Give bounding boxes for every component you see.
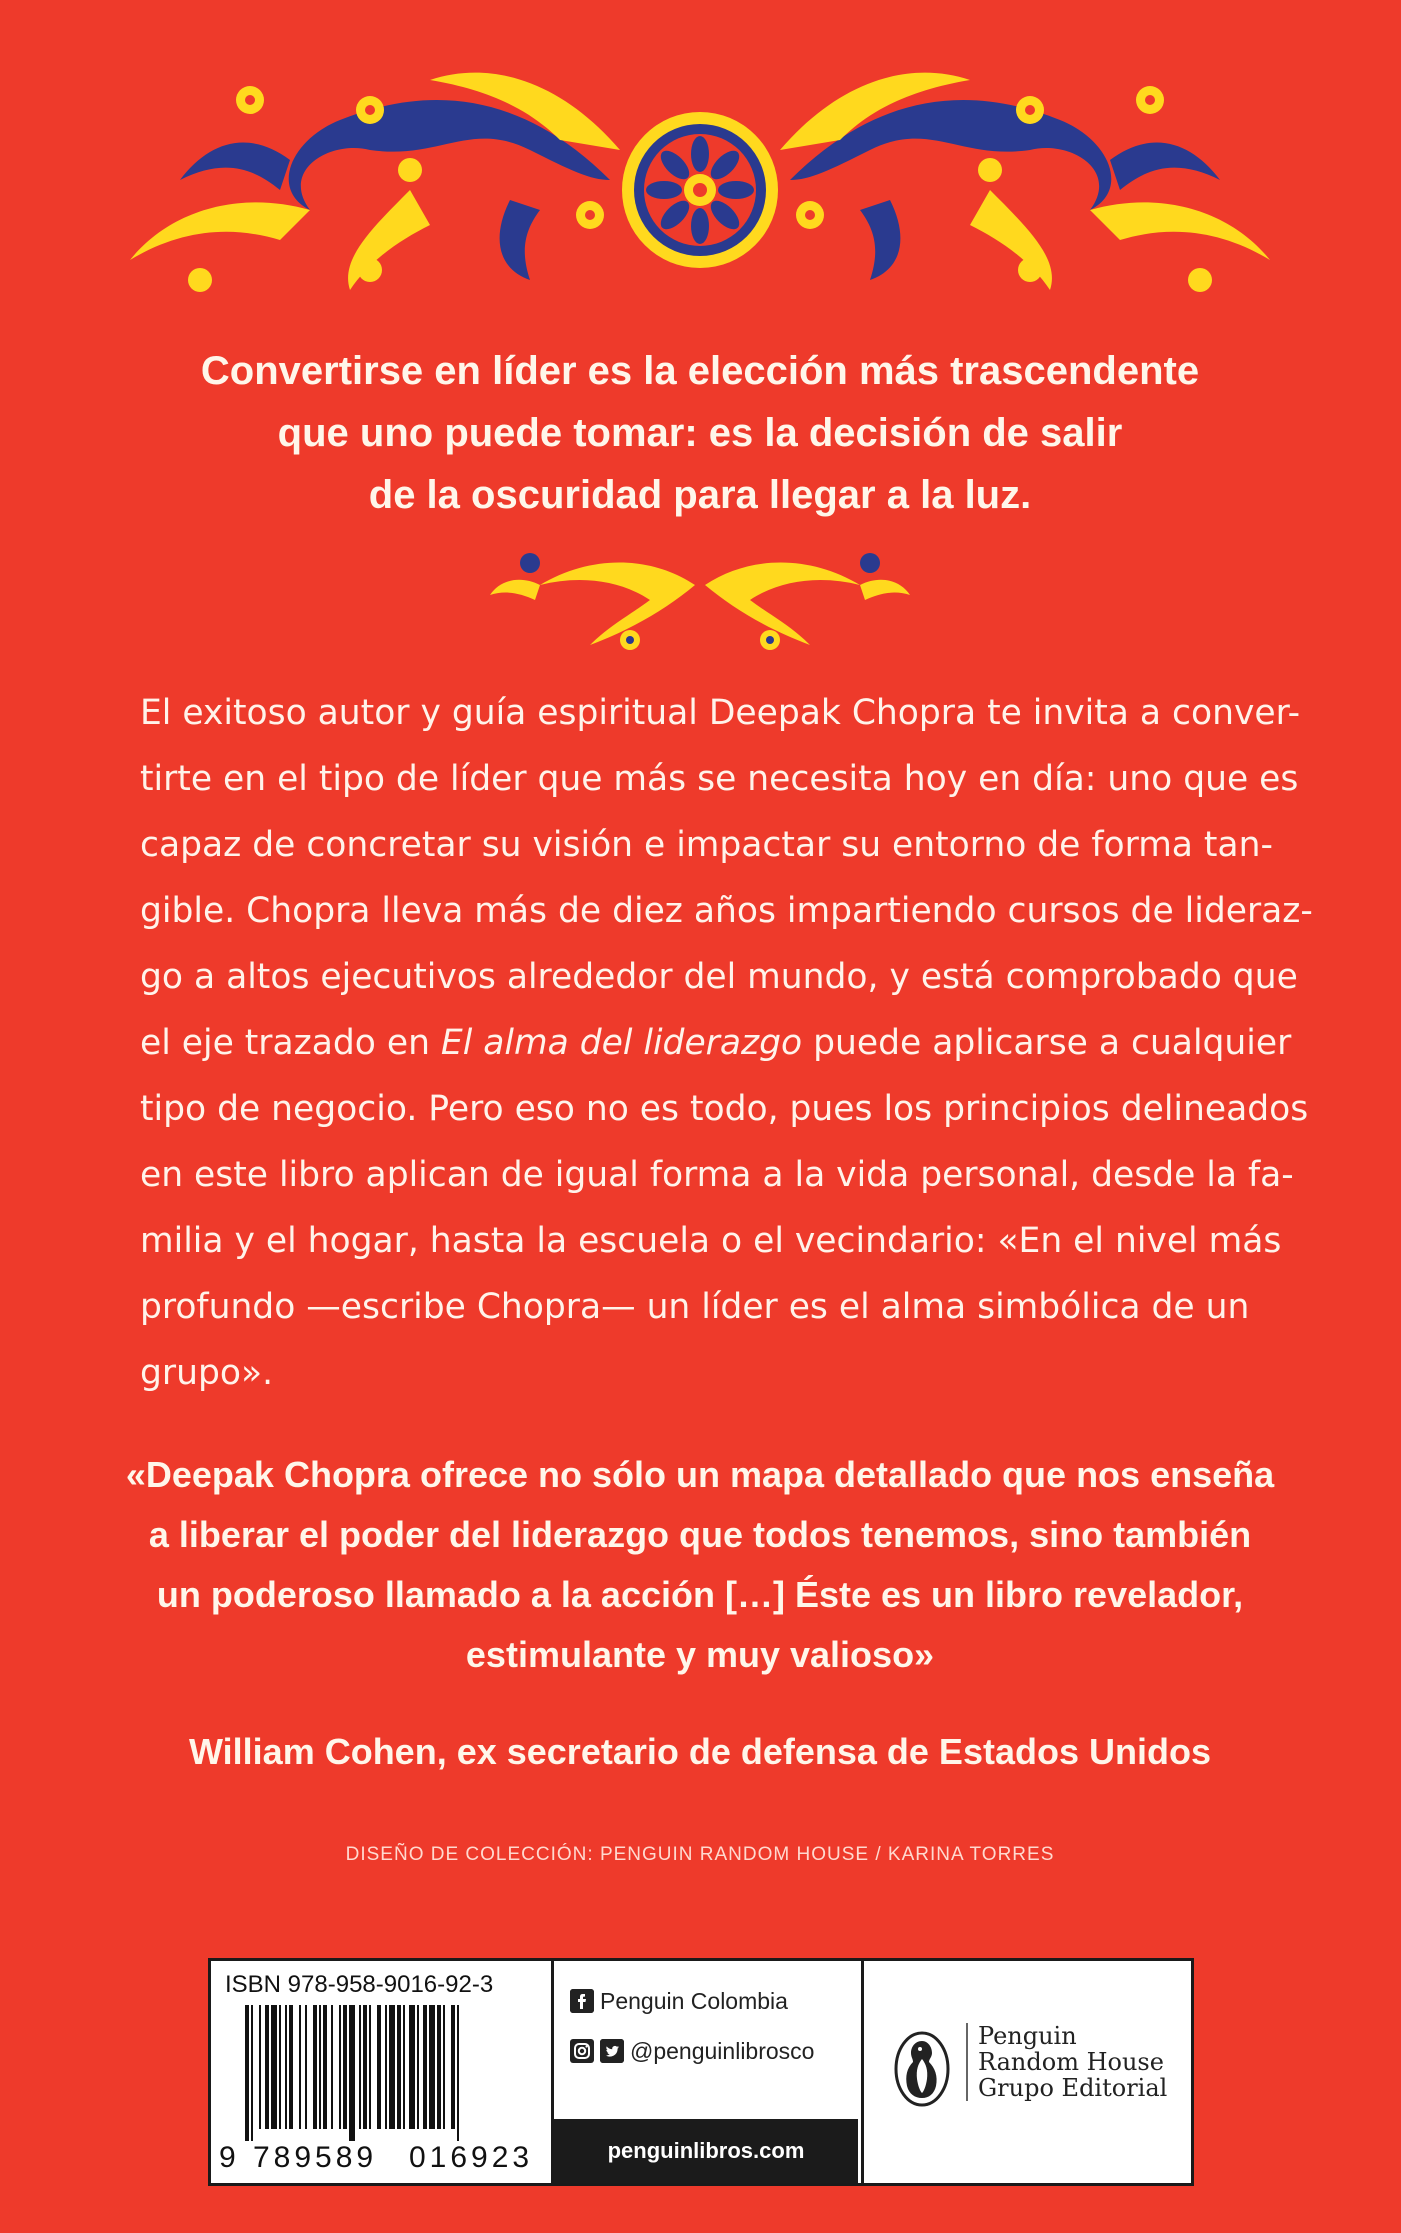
description-line: [140, 944, 1298, 1010]
description-line: [140, 1076, 1309, 1142]
barcode-bar: [343, 2005, 347, 2129]
description-text: grupo».: [140, 1353, 274, 1393]
description-text: tipo de negocio. Pero eso no es todo, pues los principios delineados: [140, 1089, 1309, 1129]
tagline: [150, 340, 1250, 526]
barcode-panel: [208, 1958, 1194, 2186]
twitter-icon: [600, 2039, 624, 2063]
barcode-bar: [437, 2005, 441, 2129]
barcode-bar: [423, 2005, 427, 2129]
barcode-digit-group: 016923: [409, 2141, 534, 2174]
publisher-line: Grupo Editorial: [978, 2074, 1168, 2102]
facebook-icon: [570, 1989, 594, 2013]
isbn-label: ISBN 978-958-9016-92-3: [225, 1971, 494, 1998]
barcode-bar: [331, 2005, 333, 2129]
barcode-bar: [305, 2005, 307, 2129]
description-text: profundo —escribe Chopra— un líder es el alma simbólica de un: [140, 1287, 1250, 1327]
barcode-bar: [265, 2005, 269, 2129]
endorsement-quote: [120, 1445, 1280, 1685]
barcode-bar: [251, 2005, 253, 2141]
floral-ornament-middle: [480, 545, 920, 665]
barcode-bar: [397, 2005, 401, 2129]
book-description: [140, 680, 1313, 1406]
description-text: gible. Chopra lleva más de diez años impartiendo cursos de lideraz-: [140, 891, 1313, 931]
facebook-row[interactable]: [570, 1983, 788, 2019]
barcode-bar: [389, 2005, 395, 2129]
description-line: [140, 1274, 1260, 1340]
description-line: [140, 680, 1301, 746]
tagline-line: Convertirse en líder es la elección más trascendente: [200, 349, 1200, 393]
barcode-bar: [313, 2005, 317, 2129]
description-text: tirte en el tipo de líder que más se necesita hoy en día: uno que es: [140, 759, 1299, 799]
barcode-bar: [271, 2005, 277, 2129]
social-media-block: [551, 1961, 861, 2183]
description-text: El exitoso autor y guía espiritual Deepak Chopra te invita a conver-: [140, 693, 1301, 733]
design-credit: DISEÑO DE COLECCIÓN: PENGUIN RANDOM HOUSE / KARINA TORRES: [345, 1844, 1055, 1865]
floral-ornament-top: [110, 40, 1290, 300]
barcode-bar: [403, 2005, 405, 2129]
publisher-name: [966, 2023, 1167, 2101]
barcode-bar: [323, 2005, 327, 2129]
website-link[interactable]: penguinlibros.com: [554, 2119, 858, 2183]
quote-line: estimulante y muy valioso»: [465, 1634, 935, 1675]
description-line: [140, 812, 1273, 878]
barcode-bar: [385, 2005, 387, 2129]
barcode-bar: [359, 2005, 361, 2129]
barcode-bar: [289, 2005, 293, 2129]
barcode-bar: [285, 2005, 287, 2129]
tagline-line: de la oscuridad para llegar a la luz.: [368, 473, 1032, 517]
description-line: [140, 746, 1299, 812]
barcode-digit-group: 789589: [253, 2141, 378, 2174]
quote-line: «Deepak Chopra ofrece no sólo un mapa detallado que nos enseña: [125, 1454, 1275, 1495]
barcode-bar: [259, 2005, 261, 2129]
quote-attribution: William Cohen, ex secretario de defensa de Estados Unidos: [189, 1731, 1211, 1772]
description-text: el eje trazado en: [140, 1023, 430, 1063]
description-text: capaz de concretar su visión e impactar su entorno de forma tan-: [140, 825, 1273, 865]
barcode-bar: [377, 2005, 381, 2129]
barcode-bar: [451, 2005, 455, 2129]
barcode-bar: [245, 2005, 249, 2141]
description-text: go a altos ejecutivos alrededor del mundo, y está comprobado que: [140, 957, 1298, 997]
description-text: milia y el hogar, hasta la escuela o el vecindario: «En el nivel más: [140, 1221, 1282, 1261]
facebook-handle: Penguin Colombia: [600, 1987, 788, 2014]
barcode-digit-first: 9: [219, 2141, 236, 2174]
barcode-bar: [363, 2005, 367, 2129]
barcode-image: [223, 2005, 541, 2141]
barcode-bar: [279, 2005, 281, 2129]
barcode-bar: [443, 2005, 445, 2129]
description-line: [140, 1142, 1294, 1208]
barcode-bar: [429, 2005, 435, 2129]
description-line: [140, 1340, 1260, 1406]
barcode-bar: [299, 2005, 301, 2129]
tagline-line: que uno puede tomar: es la decisión de salir: [277, 411, 1123, 455]
barcode-bar: [457, 2005, 459, 2141]
publisher-line: Random House: [978, 2048, 1164, 2076]
quote-line: a liberar el poder del liderazgo que todos tenemos, sino también: [148, 1514, 1252, 1555]
barcode-bar: [369, 2005, 371, 2129]
barcode-bar: [339, 2005, 341, 2129]
isbn-barcode-block: [211, 1961, 551, 2183]
social-handle: @penguinlibrosco: [630, 2037, 815, 2064]
description-line: [140, 1010, 1292, 1076]
barcode-bar: [319, 2005, 321, 2129]
barcode-bar: [417, 2005, 419, 2129]
book-title-italic: El alma del liderazgo: [440, 1023, 803, 1063]
description-line: [140, 878, 1313, 944]
description-text: en este libro aplican de igual forma a la vida personal, desde la fa-: [140, 1155, 1294, 1195]
publisher-line: Penguin: [978, 2022, 1077, 2050]
publisher-block: [861, 1961, 1191, 2183]
penguin-logo-icon: [890, 2029, 954, 2109]
description-line: [140, 1208, 1282, 1274]
instagram-twitter-row[interactable]: [570, 2033, 814, 2069]
description-text: puede aplicarse a cualquier: [813, 1023, 1292, 1063]
instagram-icon: [570, 2039, 594, 2063]
barcode-bar: [349, 2005, 355, 2141]
barcode-bar: [409, 2005, 415, 2129]
quote-line: un poderoso llamado a la acción […] Éste es un libro revelador,: [156, 1574, 1244, 1615]
